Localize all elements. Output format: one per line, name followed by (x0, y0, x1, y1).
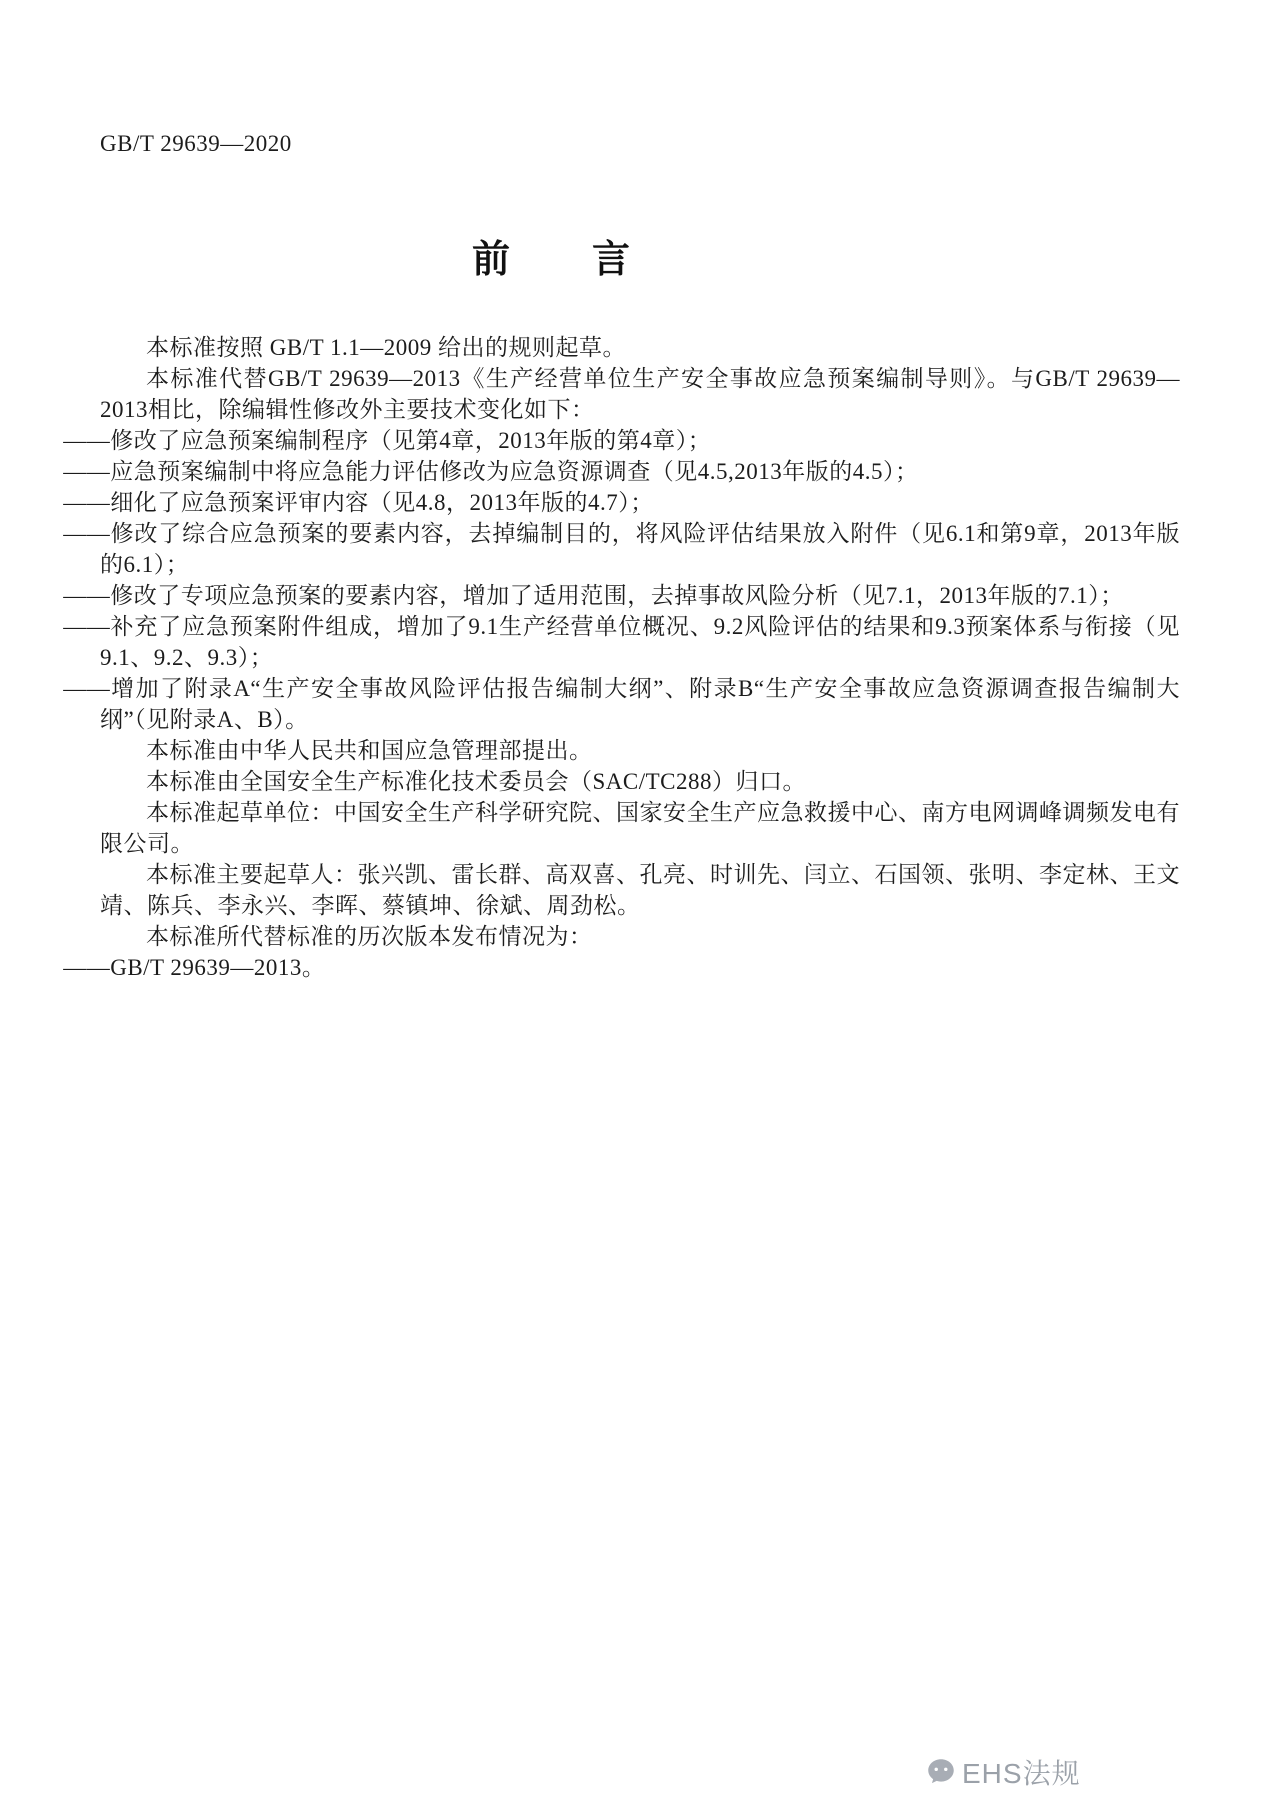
change-item: ——细化了应急预案评审内容（见4.8，2013年版的4.7）； (63, 490, 654, 515)
ehs-logo-icon (924, 1755, 958, 1789)
paragraph: 本标准按照 GB/T 1.1—2009 给出的规则起草。 (146, 335, 626, 360)
paragraph: 本标准主要起草人：张兴凯、雷长群、高双喜、孔亮、时训先、闫立、石国领、张明、李定林、王文靖、陈兵、李永兴、李晖、蔡镇坤、徐斌、周劲松。 (100, 862, 1180, 918)
change-item: ——补充了应急预案附件组成，增加了9.1生产经营单位概况、9.2风险评估的结果和9.3预案体系与衔接（见9.1、9.2、9.3）； (63, 614, 1180, 670)
paragraph: 本标准所代替标准的历次版本发布情况为： (146, 924, 593, 949)
paragraph: 本标准起草单位：中国安全生产科学研究院、国家安全生产应急救援中心、南方电网调峰调频发电有限公司。 (100, 800, 1180, 856)
foreword-body (63, 332, 1180, 983)
watermark (924, 1752, 1081, 1792)
previous-edition-item: ——GB/T 29639—2013。 (63, 955, 326, 980)
change-item: ——修改了专项应急预案的要素内容，增加了适用范围，去掉事故风险分析（见7.1，2013年版的7.1）； (63, 583, 1124, 608)
change-item: ——修改了应急预案编制程序（见第4章，2013年版的第4章）； (63, 428, 712, 453)
change-item: ——修改了综合应急预案的要素内容，去掉编制目的，将风险评估结果放入附件（见6.1和第9章，2013年版的6.1）； (63, 521, 1180, 577)
page-title: 前 言 (471, 239, 632, 281)
paragraph: 本标准代替GB/T 29639—2013《生产经营单位生产安全事故应急预案编制导则》。与GB/T 29639—2013相比，除编辑性修改外主要技术变化如下： (100, 366, 1180, 422)
change-item: ——应急预案编制中将应急能力评估修改为应急资源调查（见4.5,2013年版的4.5）； (63, 459, 919, 484)
paragraph: 本标准由全国安全生产标准化技术委员会（SAC/TC288）归口。 (146, 769, 807, 794)
watermark-label: EHS法规 (962, 1758, 1081, 1789)
change-item: ——增加了附录A“生产安全事故风险评估报告编制大纲”、附录B“生产安全事故应急资源调查报告编制大纲”（见附录A、B）。 (63, 676, 1180, 732)
paragraph: 本标准由中华人民共和国应急管理部提出。 (146, 738, 593, 763)
doc-number: GB/T 29639—2020 (100, 131, 292, 156)
